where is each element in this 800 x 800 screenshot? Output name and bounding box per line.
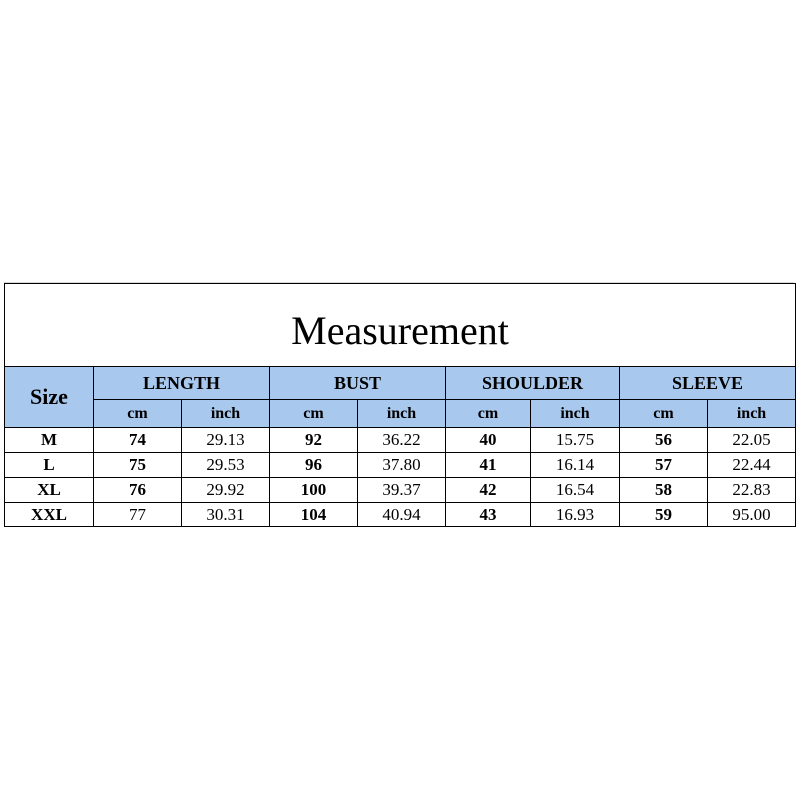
value-cell: 58 — [620, 478, 708, 503]
value-cell: 37.80 — [358, 453, 446, 478]
table-row — [5, 428, 796, 453]
value-cell: 56 — [620, 428, 708, 453]
table-row — [5, 503, 796, 528]
size-chart — [4, 283, 794, 527]
unit-header: inch — [358, 400, 446, 428]
value-cell: 40.94 — [358, 503, 446, 528]
value-cell: 43 — [446, 503, 531, 528]
table-row — [5, 453, 796, 478]
value-cell: 29.13 — [182, 428, 270, 453]
unit-header: inch — [182, 400, 270, 428]
value-cell: 42 — [446, 478, 531, 503]
size-cell: L — [5, 453, 94, 478]
value-cell: 15.75 — [531, 428, 620, 453]
table-row — [5, 478, 796, 503]
value-cell: 100 — [270, 478, 358, 503]
value-cell: 30.31 — [182, 503, 270, 528]
unit-header: cm — [270, 400, 358, 428]
size-cell: XXL — [5, 503, 94, 528]
size-cell: XL — [5, 478, 94, 503]
value-cell: 76 — [94, 478, 182, 503]
unit-header: cm — [620, 400, 708, 428]
measurement-table — [4, 283, 796, 527]
value-cell: 75 — [94, 453, 182, 478]
value-cell: 29.92 — [182, 478, 270, 503]
value-cell: 96 — [270, 453, 358, 478]
unit-header: inch — [708, 400, 796, 428]
unit-header: cm — [94, 400, 182, 428]
value-cell: 39.37 — [358, 478, 446, 503]
length-header: LENGTH — [94, 367, 270, 400]
value-cell: 74 — [94, 428, 182, 453]
value-cell: 41 — [446, 453, 531, 478]
value-cell: 16.14 — [531, 453, 620, 478]
size-cell: M — [5, 428, 94, 453]
value-cell: 57 — [620, 453, 708, 478]
value-cell: 104 — [270, 503, 358, 528]
sleeve-header: SLEEVE — [620, 367, 796, 400]
size-column-header: Size — [5, 367, 94, 428]
value-cell: 36.22 — [358, 428, 446, 453]
unit-header: cm — [446, 400, 531, 428]
value-cell: 40 — [446, 428, 531, 453]
value-cell: 16.54 — [531, 478, 620, 503]
value-cell: 29.53 — [182, 453, 270, 478]
unit-header: inch — [531, 400, 620, 428]
value-cell: 95.00 — [708, 503, 796, 528]
value-cell: 16.93 — [531, 503, 620, 528]
table-title: Measurement — [5, 284, 796, 367]
value-cell: 22.44 — [708, 453, 796, 478]
value-cell: 92 — [270, 428, 358, 453]
value-cell: 22.83 — [708, 478, 796, 503]
value-cell: 77 — [94, 503, 182, 528]
value-cell: 59 — [620, 503, 708, 528]
value-cell: 22.05 — [708, 428, 796, 453]
bust-header: BUST — [270, 367, 446, 400]
shoulder-header: SHOULDER — [446, 367, 620, 400]
